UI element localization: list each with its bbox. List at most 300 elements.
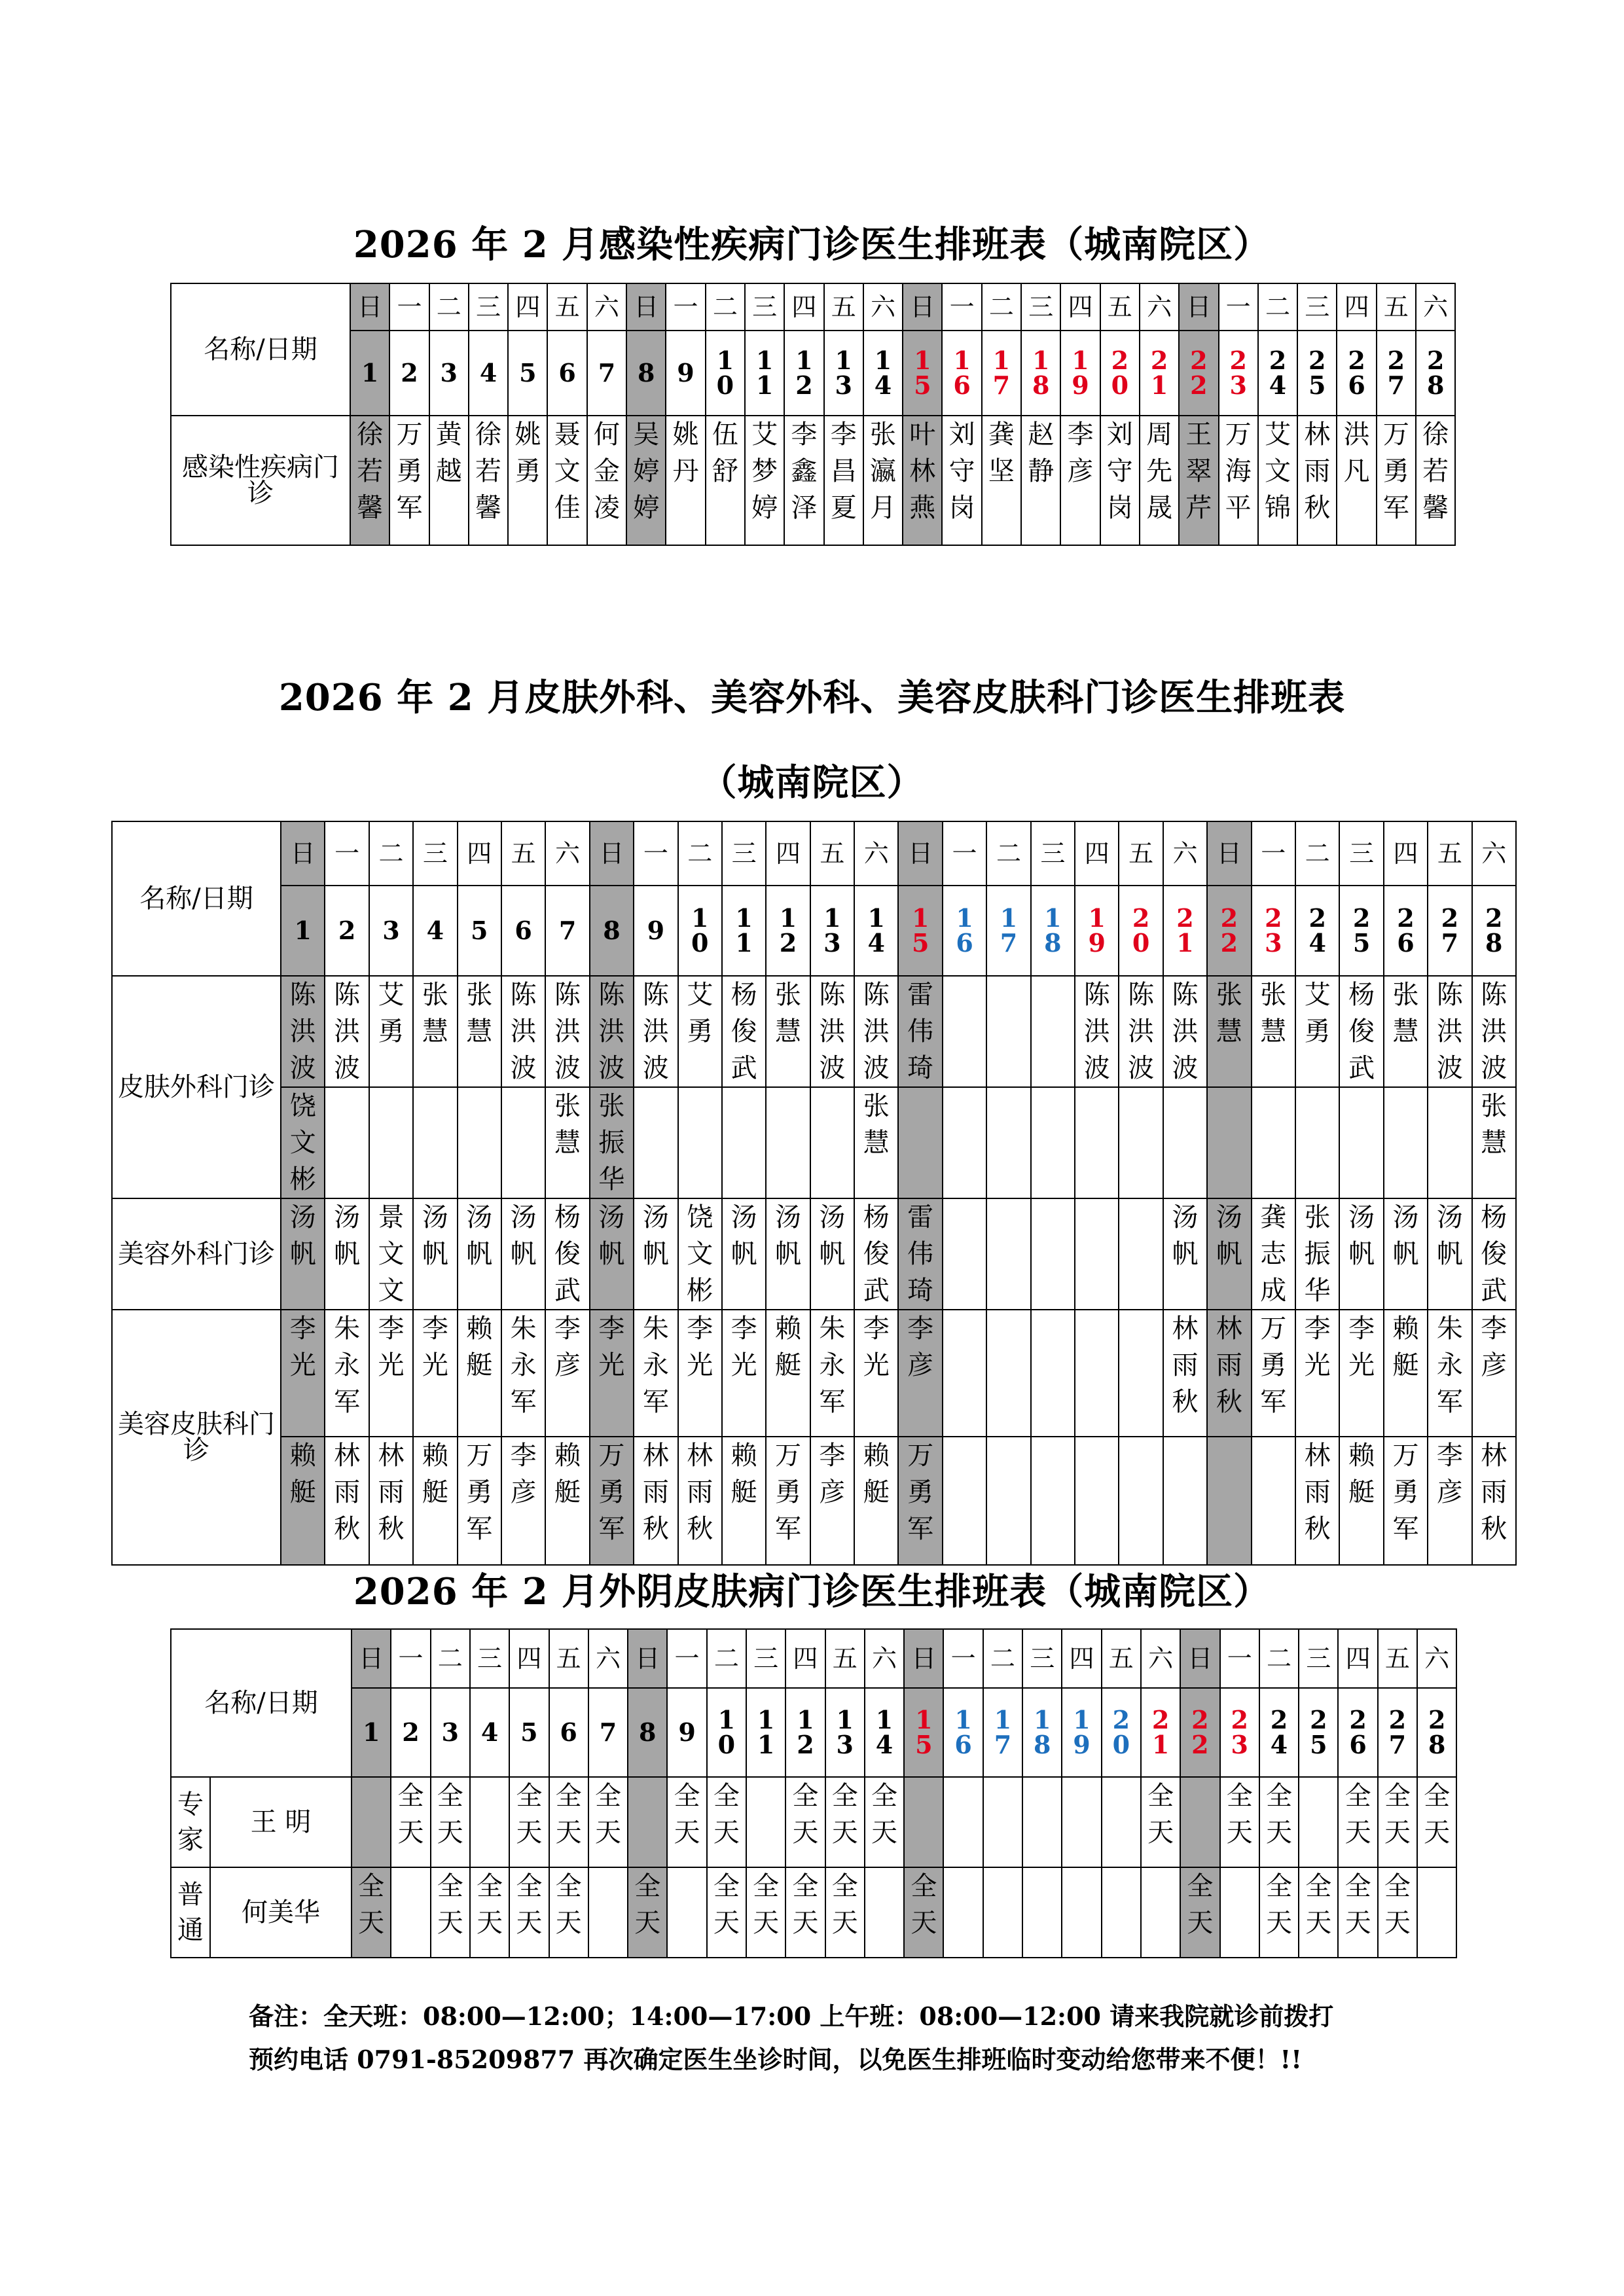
- t3-date-24: 2 4: [1259, 1688, 1299, 1777]
- t2-doctor-cell: 陈 洪 波: [1472, 976, 1516, 1087]
- t2-doctor-cell: [1428, 1087, 1471, 1198]
- t2-doctor-cell: 朱 永 军: [325, 1310, 369, 1437]
- t1-weekday-15: 日: [903, 283, 942, 331]
- t3-weekday-5: 四: [509, 1629, 549, 1688]
- t3-shift-cell: [1299, 1777, 1338, 1867]
- t3-weekday-28: 六: [1417, 1629, 1456, 1688]
- t3-weekday-12: 四: [785, 1629, 825, 1688]
- t2-doctor-cell: 杨 俊 武: [722, 976, 766, 1087]
- t3-shift-cell: [943, 1777, 983, 1867]
- t2-doctor-cell: [1163, 1437, 1207, 1565]
- t2-doctor-cell: [1163, 1087, 1207, 1198]
- t1-date-14: 1 4: [863, 331, 903, 416]
- t2-doctor-cell: [943, 1198, 986, 1310]
- t2-date-8: 8: [590, 886, 634, 976]
- t3-date-1: 1: [352, 1688, 391, 1777]
- t1-date-row: [171, 331, 1455, 416]
- t3-weekday-3: 二: [431, 1629, 470, 1688]
- t3-shift-cell: 全 天: [352, 1867, 391, 1958]
- t2-doctor-cell: [369, 1087, 413, 1198]
- t1-weekday-3: 二: [429, 283, 469, 331]
- t2-weekday-1: 日: [281, 821, 325, 886]
- t2-doctor-cell: 汤 帆: [1339, 1198, 1383, 1310]
- t2-date-4: 4: [413, 886, 457, 976]
- note-line-1: 备注：全天班：08:00—12:00；14:00—17:00 上午班：08:00—12:00 请来我院就诊前拨打: [249, 2001, 1334, 2031]
- t2-date-26: 2 6: [1384, 886, 1428, 976]
- t1-weekday-14: 六: [863, 283, 903, 331]
- t2-doctor-cell: 雷 伟 琦: [898, 976, 942, 1087]
- t1-weekday-1: 日: [350, 283, 389, 331]
- t1-doctor-cell: 李 鑫 泽: [784, 416, 823, 545]
- t2-weekday-22: 日: [1207, 821, 1251, 886]
- t2-weekday-16: 一: [943, 821, 986, 886]
- t1-weekday-18: 三: [1021, 283, 1060, 331]
- t3-date-25: 2 5: [1299, 1688, 1338, 1777]
- table1-title: 2026 年 2 月感染性疾病门诊医生排班表（城南院区）: [353, 223, 1271, 266]
- t3-date-20: 2 0: [1102, 1688, 1141, 1777]
- t1-date-3: 3: [429, 331, 469, 416]
- t2-doctor-cell: 赖 艇: [854, 1437, 898, 1565]
- t3-date-4: 4: [470, 1688, 509, 1777]
- t3-date-row: [171, 1688, 1456, 1777]
- t3-shift-cell: [983, 1777, 1022, 1867]
- schedule-note: [249, 1995, 1427, 2081]
- t1-date-27: 2 7: [1377, 331, 1416, 416]
- t3-shift-cell: [1022, 1777, 1062, 1867]
- t1-doctor-cell: 艾 文 锦: [1258, 416, 1297, 545]
- dermatology-cosmetic-schedule-table: [111, 821, 1517, 1566]
- t2-doctor-cell: 汤 帆: [766, 1198, 810, 1310]
- t2-weekday-26: 四: [1384, 821, 1428, 886]
- t3-date-23: 2 3: [1220, 1688, 1259, 1777]
- t2-doctor-cell: 杨 俊 武: [1472, 1198, 1516, 1310]
- t3-weekday-22: 日: [1180, 1629, 1219, 1688]
- t3-shift-cell: 全 天: [431, 1867, 470, 1958]
- t1-weekday-row: [171, 283, 1455, 331]
- t2-doctor-cell: 林 雨 秋: [369, 1437, 413, 1565]
- t3-doctor-row: [171, 1867, 1456, 1958]
- t1-weekday-2: 一: [389, 283, 429, 331]
- t3-weekday-24: 二: [1259, 1629, 1299, 1688]
- t3-shift-cell: [1180, 1777, 1219, 1867]
- t2-date-21: 2 1: [1163, 886, 1207, 976]
- t2-doctor-cell: [1031, 1087, 1075, 1198]
- t1-date-7: 7: [587, 331, 626, 416]
- vulvar-dermatology-schedule-table: [170, 1628, 1457, 1958]
- t2-doctor-cell: 朱 永 军: [810, 1310, 854, 1437]
- t2-section-label: 美容皮肤科门诊: [112, 1310, 281, 1565]
- t2-doctor-cell: [943, 1437, 986, 1565]
- t3-weekday-4: 三: [470, 1629, 509, 1688]
- t2-doctor-cell: [458, 1087, 501, 1198]
- t2-doctor-cell: [1295, 1087, 1339, 1198]
- t3-shift-cell: [1062, 1867, 1101, 1958]
- t2-doctor-cell: 陈 洪 波: [1075, 976, 1119, 1087]
- t2-doctor-cell: 赖 艇: [545, 1437, 589, 1565]
- table3-title: 2026 年 2 月外阴皮肤病门诊医生排班表（城南院区）: [353, 1570, 1271, 1613]
- t3-shift-cell: 全 天: [1417, 1777, 1456, 1867]
- t2-doctor-cell: 赖 艇: [722, 1437, 766, 1565]
- t2-weekday-11: 三: [722, 821, 766, 886]
- t2-doctor-cell: 雷 伟 琦: [898, 1198, 942, 1310]
- t1-weekday-23: 一: [1219, 283, 1258, 331]
- t3-weekday-19: 四: [1062, 1629, 1101, 1688]
- t3-shift-cell: [667, 1867, 706, 1958]
- t3-shift-cell: [1102, 1777, 1141, 1867]
- t2-weekday-5: 四: [458, 821, 501, 886]
- t2-doctor-cell: 李 光: [1295, 1310, 1339, 1437]
- t1-weekday-26: 四: [1337, 283, 1376, 331]
- t1-weekday-24: 二: [1258, 283, 1297, 331]
- t2-doctor-cell: [986, 1437, 1030, 1565]
- t2-weekday-row: [112, 821, 1516, 886]
- t3-shift-cell: [1022, 1867, 1062, 1958]
- t1-weekday-12: 四: [784, 283, 823, 331]
- t1-date-12: 1 2: [784, 331, 823, 416]
- t3-weekday-14: 六: [865, 1629, 904, 1688]
- t3-weekday-7: 六: [588, 1629, 628, 1688]
- t2-doctor-cell: [1384, 1087, 1428, 1198]
- t3-shift-cell: 全 天: [1338, 1867, 1377, 1958]
- t1-doctor-cell: 龚 坚: [982, 416, 1021, 545]
- t1-date-6: 6: [547, 331, 586, 416]
- t2-doctor-cell: [1031, 1437, 1075, 1565]
- t3-date-28: 2 8: [1417, 1688, 1456, 1777]
- t2-doctor-cell: 饶 文 彬: [281, 1087, 325, 1198]
- t2-date-17: 1 7: [986, 886, 1030, 976]
- t3-shift-cell: [1141, 1867, 1180, 1958]
- t2-doctor-cell: 林 雨 秋: [634, 1437, 677, 1565]
- t2-date-19: 1 9: [1075, 886, 1119, 976]
- t1-weekday-4: 三: [469, 283, 508, 331]
- t2-weekday-13: 五: [810, 821, 854, 886]
- t2-doctor-cell: 汤 帆: [722, 1198, 766, 1310]
- t2-doctor-cell: 陈 洪 波: [854, 976, 898, 1087]
- t2-doctor-cell: [1031, 1198, 1075, 1310]
- t2-doctor-cell: [722, 1087, 766, 1198]
- t3-weekday-9: 一: [667, 1629, 706, 1688]
- t1-doctor-cell: 徐 若 馨: [350, 416, 389, 545]
- t2-doctor-cell: 李 彦: [545, 1310, 589, 1437]
- t1-date-19: 1 9: [1060, 331, 1100, 416]
- t1-date-21: 2 1: [1140, 331, 1179, 416]
- t3-date-22: 2 2: [1180, 1688, 1219, 1777]
- t1-doctor-cell: 周 先 晟: [1140, 416, 1179, 545]
- t1-doctor-cell: 吴 婷 婷: [626, 416, 666, 545]
- t2-doctor-cell: [1119, 1437, 1163, 1565]
- t2-section-1-row: [112, 1087, 1516, 1198]
- t2-doctor-cell: 李 光: [1339, 1310, 1383, 1437]
- t3-doctor-name: 何美华: [210, 1867, 352, 1958]
- t3-shift-cell: 全 天: [549, 1777, 588, 1867]
- t1-date-5: 5: [508, 331, 547, 416]
- t2-date-25: 2 5: [1339, 886, 1383, 976]
- t1-doctor-cell: 林 雨 秋: [1297, 416, 1337, 545]
- t2-doctor-cell: [1031, 1310, 1075, 1437]
- t2-weekday-20: 五: [1119, 821, 1163, 886]
- t2-weekday-15: 日: [898, 821, 942, 886]
- t2-doctor-cell: 景 文 文: [369, 1198, 413, 1310]
- t2-doctor-cell: 林 雨 秋: [325, 1437, 369, 1565]
- t1-doctor-cell: 徐 若 馨: [1416, 416, 1455, 545]
- t1-doctor-cell: 万 海 平: [1219, 416, 1258, 545]
- t2-doctor-cell: [1031, 976, 1075, 1087]
- t2-doctor-cell: 张 慧: [458, 976, 501, 1087]
- t1-doctor-cell: 万 勇 军: [1377, 416, 1416, 545]
- t2-doctor-cell: 朱 永 军: [1428, 1310, 1471, 1437]
- t1-weekday-8: 日: [626, 283, 666, 331]
- table2-title: 2026 年 2 月皮肤外科、美容外科、美容皮肤科门诊医生排班表: [278, 676, 1346, 719]
- t1-date-9: 9: [666, 331, 705, 416]
- t2-doctor-cell: 张 慧: [1384, 976, 1428, 1087]
- t3-shift-cell: [628, 1777, 667, 1867]
- t3-shift-cell: 全 天: [785, 1777, 825, 1867]
- t2-doctor-cell: 陈 洪 波: [590, 976, 634, 1087]
- t2-doctor-cell: [986, 1087, 1030, 1198]
- t2-doctor-cell: 张 慧: [545, 1087, 589, 1198]
- t3-shift-cell: [391, 1867, 430, 1958]
- t2-doctor-cell: 陈 洪 波: [1119, 976, 1163, 1087]
- t2-weekday-28: 六: [1472, 821, 1516, 886]
- t2-doctor-cell: [1075, 1198, 1119, 1310]
- t2-doctor-cell: 汤 帆: [590, 1198, 634, 1310]
- t2-doctor-cell: 陈 洪 波: [501, 976, 545, 1087]
- t2-weekday-12: 四: [766, 821, 810, 886]
- t2-section-1-row: [112, 976, 1516, 1087]
- t3-shift-cell: 全 天: [391, 1777, 430, 1867]
- t1-doctor-cell: 何 金 凌: [587, 416, 626, 545]
- t3-shift-cell: [983, 1867, 1022, 1958]
- t1-doctor-cell: 姚 丹: [666, 416, 705, 545]
- t1-doctor-cell: 赵 静: [1021, 416, 1060, 545]
- t2-doctor-cell: 艾 勇: [1295, 976, 1339, 1087]
- t2-date-5: 5: [458, 886, 501, 976]
- t2-date-9: 9: [634, 886, 677, 976]
- t3-weekday-16: 一: [943, 1629, 983, 1688]
- t3-shift-cell: [352, 1777, 391, 1867]
- t2-weekday-25: 三: [1339, 821, 1383, 886]
- t3-shift-cell: 全 天: [785, 1867, 825, 1958]
- t3-date-13: 1 3: [825, 1688, 865, 1777]
- t2-doctor-cell: [943, 1087, 986, 1198]
- t3-shift-cell: 全 天: [1259, 1867, 1299, 1958]
- t2-doctor-cell: 汤 帆: [1384, 1198, 1428, 1310]
- t3-shift-cell: 全 天: [1338, 1777, 1377, 1867]
- t2-doctor-cell: 李 光: [590, 1310, 634, 1437]
- t3-weekday-23: 一: [1220, 1629, 1259, 1688]
- t3-shift-cell: [904, 1777, 943, 1867]
- t3-weekday-15: 日: [904, 1629, 943, 1688]
- t2-doctor-cell: [1075, 1437, 1119, 1565]
- t2-doctor-cell: 万 勇 军: [1252, 1310, 1295, 1437]
- t3-shift-cell: 全 天: [1259, 1777, 1299, 1867]
- t1-weekday-21: 六: [1140, 283, 1179, 331]
- t3-date-7: 7: [588, 1688, 628, 1777]
- t2-weekday-17: 二: [986, 821, 1030, 886]
- t3-category-label: 专家: [171, 1777, 210, 1867]
- t2-doctor-cell: [1119, 1087, 1163, 1198]
- t2-date-12: 1 2: [766, 886, 810, 976]
- t3-shift-cell: 全 天: [588, 1777, 628, 1867]
- t2-doctor-cell: [1207, 1437, 1251, 1565]
- t2-header-label: 名称/日期: [112, 821, 281, 976]
- t3-shift-cell: 全 天: [825, 1777, 865, 1867]
- t3-shift-cell: 全 天: [1378, 1777, 1417, 1867]
- t3-shift-cell: 全 天: [509, 1867, 549, 1958]
- t2-doctor-cell: 李 光: [369, 1310, 413, 1437]
- t2-date-row: [112, 886, 1516, 976]
- t3-date-11: 1 1: [746, 1688, 785, 1777]
- table2-subtitle: （城南院区）: [700, 761, 924, 804]
- t1-doctor-cell: 李 彦: [1060, 416, 1100, 545]
- t1-date-15: 1 5: [903, 331, 942, 416]
- t2-doctor-cell: 饶 文 彬: [678, 1198, 722, 1310]
- t2-weekday-9: 一: [634, 821, 677, 886]
- t3-date-27: 2 7: [1378, 1688, 1417, 1777]
- t3-weekday-17: 二: [983, 1629, 1022, 1688]
- t3-shift-cell: 全 天: [1141, 1777, 1180, 1867]
- t1-date-24: 2 4: [1258, 331, 1297, 416]
- t3-date-6: 6: [549, 1688, 588, 1777]
- t1-doctor-cell: 姚 勇: [508, 416, 547, 545]
- t3-shift-cell: [1102, 1867, 1141, 1958]
- t2-weekday-24: 二: [1295, 821, 1339, 886]
- t3-date-19: 1 9: [1062, 1688, 1101, 1777]
- t2-weekday-18: 三: [1031, 821, 1075, 886]
- t2-doctor-cell: [943, 976, 986, 1087]
- t2-date-3: 3: [369, 886, 413, 976]
- t2-doctor-cell: 李 彦: [1428, 1437, 1471, 1565]
- t2-doctor-cell: [501, 1087, 545, 1198]
- t2-weekday-14: 六: [854, 821, 898, 886]
- t3-shift-cell: 全 天: [904, 1867, 943, 1958]
- t3-header-label: 名称/日期: [171, 1629, 352, 1777]
- t1-weekday-17: 二: [982, 283, 1021, 331]
- t2-doctor-cell: 朱 永 军: [634, 1310, 677, 1437]
- t2-doctor-cell: 林 雨 秋: [1295, 1437, 1339, 1565]
- t3-doctor-row: [171, 1777, 1456, 1867]
- t1-doctor-cell: 刘 守 岗: [942, 416, 981, 545]
- t2-doctor-cell: 李 光: [281, 1310, 325, 1437]
- t1-weekday-16: 一: [942, 283, 981, 331]
- t3-weekday-6: 五: [549, 1629, 588, 1688]
- t2-doctor-cell: [634, 1087, 677, 1198]
- t2-doctor-cell: [413, 1087, 457, 1198]
- t2-doctor-cell: [943, 1310, 986, 1437]
- t1-date-18: 1 8: [1021, 331, 1060, 416]
- t2-weekday-7: 六: [545, 821, 589, 886]
- t2-doctor-cell: 李 光: [854, 1310, 898, 1437]
- t2-date-11: 1 1: [722, 886, 766, 976]
- t2-doctor-cell: 陈 洪 波: [1428, 976, 1471, 1087]
- t1-doctor-cell: 洪 凡: [1337, 416, 1376, 545]
- t2-date-10: 1 0: [678, 886, 722, 976]
- t3-weekday-25: 三: [1299, 1629, 1338, 1688]
- t2-doctor-cell: 汤 帆: [458, 1198, 501, 1310]
- t2-doctor-cell: 杨 俊 武: [545, 1198, 589, 1310]
- t2-doctor-cell: 万 勇 军: [898, 1437, 942, 1565]
- t3-weekday-20: 五: [1102, 1629, 1141, 1688]
- t3-date-26: 2 6: [1338, 1688, 1377, 1777]
- t2-date-13: 1 3: [810, 886, 854, 976]
- t2-weekday-4: 三: [413, 821, 457, 886]
- t2-doctor-cell: 陈 洪 波: [545, 976, 589, 1087]
- t3-date-21: 2 1: [1141, 1688, 1180, 1777]
- t1-row-label: 感染性疾病门诊: [171, 416, 350, 545]
- t3-weekday-21: 六: [1141, 1629, 1180, 1688]
- t2-doctor-cell: 汤 帆: [1428, 1198, 1471, 1310]
- t3-shift-cell: [1220, 1867, 1259, 1958]
- t2-doctor-cell: 张 慧: [854, 1087, 898, 1198]
- t3-shift-cell: [470, 1777, 509, 1867]
- t2-doctor-cell: [1252, 1437, 1295, 1565]
- t2-section-3-row: [112, 1310, 1516, 1437]
- t2-doctor-cell: 赖 艇: [1384, 1310, 1428, 1437]
- t2-date-18: 1 8: [1031, 886, 1075, 976]
- t2-section-2-row: [112, 1198, 1516, 1310]
- t2-doctor-cell: [678, 1087, 722, 1198]
- t2-doctor-cell: 张 慧: [1207, 976, 1251, 1087]
- t2-doctor-cell: 李 彦: [898, 1310, 942, 1437]
- infectious-disease-schedule-table: [170, 283, 1456, 546]
- t3-weekday-1: 日: [352, 1629, 391, 1688]
- t2-doctor-cell: 万 勇 军: [1384, 1437, 1428, 1565]
- t3-shift-cell: [865, 1867, 904, 1958]
- t1-doctor-cell: 黄 越: [429, 416, 469, 545]
- t2-doctor-cell: 汤 帆: [501, 1198, 545, 1310]
- t2-weekday-27: 五: [1428, 821, 1471, 886]
- t3-weekday-18: 三: [1022, 1629, 1062, 1688]
- t2-doctor-cell: 陈 洪 波: [1163, 976, 1207, 1087]
- t2-doctor-cell: 林 雨 秋: [678, 1437, 722, 1565]
- t2-weekday-2: 一: [325, 821, 369, 886]
- t3-shift-cell: 全 天: [1378, 1867, 1417, 1958]
- t2-doctor-cell: 林 雨 秋: [1163, 1310, 1207, 1437]
- t3-shift-cell: 全 天: [470, 1867, 509, 1958]
- t2-doctor-cell: 张 慧: [1252, 976, 1295, 1087]
- t2-date-2: 2: [325, 886, 369, 976]
- t1-header-label: 名称/日期: [171, 283, 350, 416]
- t2-doctor-cell: 汤 帆: [1163, 1198, 1207, 1310]
- t2-doctor-cell: 杨 俊 武: [1339, 976, 1383, 1087]
- t3-shift-cell: [746, 1777, 785, 1867]
- t2-doctor-cell: 赖 艇: [281, 1437, 325, 1565]
- t1-date-11: 1 1: [745, 331, 784, 416]
- t2-date-20: 2 0: [1119, 886, 1163, 976]
- t3-date-5: 5: [509, 1688, 549, 1777]
- t1-weekday-9: 一: [666, 283, 705, 331]
- t2-doctor-cell: 赖 艇: [458, 1310, 501, 1437]
- t2-doctor-cell: [898, 1087, 942, 1198]
- t2-weekday-8: 日: [590, 821, 634, 886]
- t3-date-9: 9: [667, 1688, 706, 1777]
- t2-doctor-cell: [1119, 1198, 1163, 1310]
- t1-weekday-13: 五: [824, 283, 863, 331]
- t1-date-16: 1 6: [942, 331, 981, 416]
- t3-date-15: 1 5: [904, 1688, 943, 1777]
- t1-date-23: 2 3: [1219, 331, 1258, 416]
- t2-doctor-cell: 汤 帆: [634, 1198, 677, 1310]
- t2-doctor-cell: [986, 976, 1030, 1087]
- t2-doctor-cell: 李 彦: [1472, 1310, 1516, 1437]
- t1-weekday-27: 五: [1377, 283, 1416, 331]
- t2-date-1: 1: [281, 886, 325, 976]
- t1-date-17: 1 7: [982, 331, 1021, 416]
- t1-doctor-cell: 聂 文 佳: [547, 416, 586, 545]
- t1-doctor-cell: 徐 若 馨: [469, 416, 508, 545]
- t2-weekday-10: 二: [678, 821, 722, 886]
- t1-weekday-10: 二: [706, 283, 745, 331]
